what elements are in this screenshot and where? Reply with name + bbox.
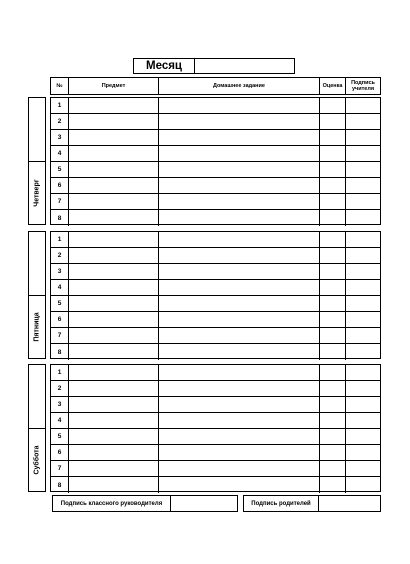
table-row <box>51 146 380 162</box>
teacher-sign-cell[interactable] <box>346 232 380 247</box>
subject-cell[interactable] <box>69 194 159 209</box>
lesson-num: 5 <box>51 162 69 177</box>
teacher-sign-cell[interactable] <box>346 413 380 428</box>
homework-cell[interactable] <box>159 445 320 460</box>
grade-cell[interactable] <box>320 413 346 428</box>
subject-cell[interactable] <box>69 445 159 460</box>
teacher-sign-cell[interactable] <box>346 130 380 145</box>
subject-cell[interactable] <box>69 114 159 129</box>
subject-cell[interactable] <box>69 248 159 263</box>
day-grid <box>50 364 381 492</box>
grade-cell[interactable] <box>320 312 346 327</box>
homework-cell[interactable] <box>159 114 320 129</box>
subject-cell[interactable] <box>69 429 159 444</box>
class-teacher-sign-box <box>52 495 238 512</box>
lesson-num: 8 <box>51 477 69 493</box>
table-row <box>51 477 380 493</box>
grade-cell[interactable] <box>320 232 346 247</box>
class-teacher-sign-field[interactable] <box>171 496 237 511</box>
homework-cell[interactable] <box>159 397 320 412</box>
subject-cell[interactable] <box>69 381 159 396</box>
homework-cell[interactable] <box>159 130 320 145</box>
lesson-num: 4 <box>51 280 69 295</box>
grade-cell[interactable] <box>320 397 346 412</box>
teacher-sign-cell[interactable] <box>346 146 380 161</box>
subject-cell[interactable] <box>69 413 159 428</box>
day-label: Суббота <box>33 445 41 475</box>
grade-cell[interactable] <box>320 178 346 193</box>
table-row <box>51 98 380 114</box>
homework-cell[interactable] <box>159 98 320 113</box>
table-row <box>51 397 380 413</box>
homework-cell[interactable] <box>159 344 320 360</box>
table-row <box>51 429 380 445</box>
table-row <box>51 328 380 344</box>
subject-cell[interactable] <box>69 397 159 412</box>
table-row <box>51 344 380 360</box>
teacher-sign-cell[interactable] <box>346 344 380 360</box>
teacher-sign-cell[interactable] <box>346 98 380 113</box>
subject-cell[interactable] <box>69 296 159 311</box>
grade-cell[interactable] <box>320 248 346 263</box>
table-row <box>51 280 380 296</box>
lesson-num: 3 <box>51 397 69 412</box>
lesson-num: 4 <box>51 146 69 161</box>
teacher-sign-cell[interactable] <box>346 296 380 311</box>
grade-cell[interactable] <box>320 461 346 476</box>
teacher-sign-cell[interactable] <box>346 397 380 412</box>
grade-cell[interactable] <box>320 381 346 396</box>
lesson-num: 7 <box>51 328 69 343</box>
homework-cell[interactable] <box>159 280 320 295</box>
table-row <box>51 114 380 130</box>
homework-cell[interactable] <box>159 296 320 311</box>
table-row <box>51 248 380 264</box>
teacher-sign-cell[interactable] <box>346 194 380 209</box>
subject-cell[interactable] <box>69 264 159 279</box>
teacher-sign-cell[interactable] <box>346 461 380 476</box>
subject-cell[interactable] <box>69 162 159 177</box>
homework-cell[interactable] <box>159 328 320 343</box>
homework-cell[interactable] <box>159 381 320 396</box>
grade-cell[interactable] <box>320 280 346 295</box>
grade-cell[interactable] <box>320 130 346 145</box>
teacher-sign-cell[interactable] <box>346 114 380 129</box>
teacher-sign-cell[interactable] <box>346 178 380 193</box>
lesson-num: 3 <box>51 264 69 279</box>
header-subject: Предмет <box>69 78 159 94</box>
grade-cell[interactable] <box>320 328 346 343</box>
homework-cell[interactable] <box>159 248 320 263</box>
table-row <box>51 162 380 178</box>
table-row <box>51 232 380 248</box>
teacher-sign-cell[interactable] <box>346 365 380 380</box>
grade-cell[interactable] <box>320 98 346 113</box>
lesson-num: 2 <box>51 248 69 263</box>
grade-cell[interactable] <box>320 162 346 177</box>
subject-cell[interactable] <box>69 461 159 476</box>
month-box <box>133 58 295 74</box>
header-homework: Домашнее задание <box>159 78 320 94</box>
lesson-num: 7 <box>51 194 69 209</box>
table-row <box>51 178 380 194</box>
table-row <box>51 130 380 146</box>
lesson-num: 1 <box>51 365 69 380</box>
month-label: Месяц <box>134 59 195 73</box>
homework-cell[interactable] <box>159 429 320 444</box>
lesson-num: 7 <box>51 461 69 476</box>
teacher-sign-cell[interactable] <box>346 381 380 396</box>
table-row <box>51 381 380 397</box>
day-label: Четверг <box>33 179 41 207</box>
grade-cell[interactable] <box>320 264 346 279</box>
lesson-num: 1 <box>51 98 69 113</box>
homework-cell[interactable] <box>159 162 320 177</box>
teacher-sign-cell[interactable] <box>346 264 380 279</box>
month-value-field[interactable] <box>195 59 294 73</box>
teacher-sign-cell[interactable] <box>346 312 380 327</box>
day-label: Пятница <box>33 312 41 342</box>
subject-cell[interactable] <box>69 312 159 327</box>
subject-cell[interactable] <box>69 477 159 493</box>
subject-cell[interactable] <box>69 130 159 145</box>
day-grid <box>50 97 381 225</box>
lesson-num: 3 <box>51 130 69 145</box>
homework-cell[interactable] <box>159 312 320 327</box>
teacher-sign-cell[interactable] <box>346 280 380 295</box>
table-row <box>51 264 380 280</box>
subject-cell[interactable] <box>69 232 159 247</box>
teacher-sign-cell[interactable] <box>346 210 380 226</box>
table-row <box>51 445 380 461</box>
subject-cell[interactable] <box>69 328 159 343</box>
lesson-num: 1 <box>51 232 69 247</box>
subject-cell[interactable] <box>69 210 159 226</box>
subject-cell[interactable] <box>69 146 159 161</box>
grade-cell[interactable] <box>320 344 346 360</box>
subject-cell[interactable] <box>69 344 159 360</box>
header-teacher-sign: Подпись учителя <box>351 80 375 92</box>
column-header <box>50 77 381 95</box>
class-teacher-sign-label: Подпись классного руководителя <box>53 496 171 511</box>
grade-cell[interactable] <box>320 445 346 460</box>
day-label-box <box>28 364 46 492</box>
lesson-num: 6 <box>51 445 69 460</box>
homework-cell[interactable] <box>159 146 320 161</box>
homework-cell[interactable] <box>159 194 320 209</box>
table-row <box>51 365 380 381</box>
homework-cell[interactable] <box>159 461 320 476</box>
day-label-box <box>28 231 46 359</box>
lesson-num: 5 <box>51 429 69 444</box>
homework-cell[interactable] <box>159 477 320 493</box>
table-row <box>51 194 380 210</box>
parents-sign-label: Подпись родителей <box>244 496 319 511</box>
lesson-num: 5 <box>51 296 69 311</box>
teacher-sign-cell[interactable] <box>346 429 380 444</box>
lesson-num: 8 <box>51 210 69 226</box>
lesson-num: 6 <box>51 312 69 327</box>
homework-cell[interactable] <box>159 178 320 193</box>
teacher-sign-cell[interactable] <box>346 328 380 343</box>
grade-cell[interactable] <box>320 365 346 380</box>
subject-cell[interactable] <box>69 365 159 380</box>
header-grade: Оценка <box>320 78 346 94</box>
lesson-num: 2 <box>51 381 69 396</box>
day-label-box <box>28 97 46 225</box>
table-row <box>51 210 380 226</box>
lesson-num: 4 <box>51 413 69 428</box>
teacher-sign-cell[interactable] <box>346 162 380 177</box>
homework-cell[interactable] <box>159 365 320 380</box>
grade-cell[interactable] <box>320 146 346 161</box>
table-row <box>51 312 380 328</box>
teacher-sign-cell[interactable] <box>346 445 380 460</box>
day-grid <box>50 231 381 359</box>
table-row <box>51 413 380 429</box>
grade-cell[interactable] <box>320 296 346 311</box>
homework-cell[interactable] <box>159 264 320 279</box>
lesson-num: 6 <box>51 178 69 193</box>
table-row <box>51 296 380 312</box>
grade-cell[interactable] <box>320 477 346 493</box>
subject-cell[interactable] <box>69 178 159 193</box>
subject-cell[interactable] <box>69 280 159 295</box>
subject-cell[interactable] <box>69 98 159 113</box>
homework-cell[interactable] <box>159 232 320 247</box>
homework-cell[interactable] <box>159 210 320 226</box>
parents-sign-box <box>243 495 381 512</box>
teacher-sign-cell[interactable] <box>346 248 380 263</box>
teacher-sign-cell[interactable] <box>346 477 380 493</box>
grade-cell[interactable] <box>320 210 346 226</box>
table-row <box>51 461 380 477</box>
homework-cell[interactable] <box>159 413 320 428</box>
parents-sign-field[interactable] <box>319 496 380 511</box>
grade-cell[interactable] <box>320 429 346 444</box>
lesson-num: 8 <box>51 344 69 360</box>
grade-cell[interactable] <box>320 114 346 129</box>
grade-cell[interactable] <box>320 194 346 209</box>
header-num: № <box>51 78 69 94</box>
lesson-num: 2 <box>51 114 69 129</box>
